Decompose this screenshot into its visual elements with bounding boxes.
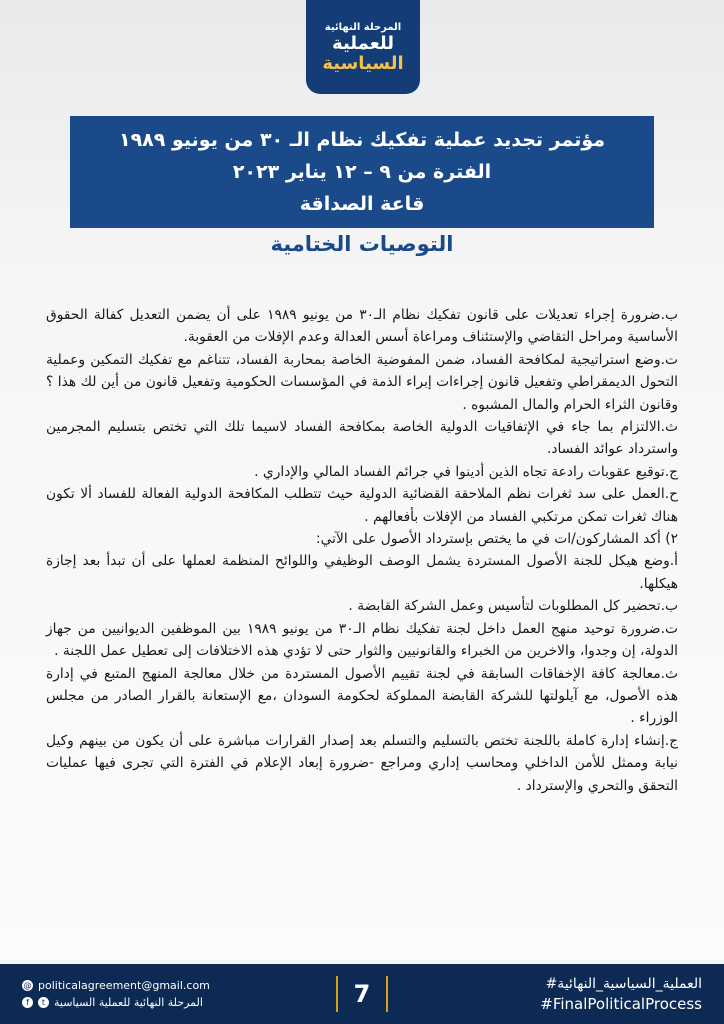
footer-email[interactable]: politicalagreement@gmail.com [38,979,210,992]
paragraph: ت.وضع استراتيجية لمكافحة الفساد، ضمن المفوضية الخاصة بمحاربة الفساد، تتناغم مع تفكيك التمكين وعملية التحول الديمقراطي وتفعيل قانون إجراءات إبراء الذمة في المؤسسات الحكومية وتفعيل قانون من أين لك هذا ؟ وقانون الثراء الحرام والمال المشبوه . [46,351,678,413]
conference-dates: الفترة من ٩ – ١٢ يناير ٢٠٢٣ [232,161,492,183]
paragraph: ت.ضرورة توحيد منهج العمل داخل لجنة تفكيك نظام الـ٣٠ من يونيو ١٩٨٩ بين الموظفين الديوانيين من جهاز الدولة، إن وجدوا، والاخرين من الخبراء والقانونيين والثوار حتى لا تؤدي هذه الاختلافات إلى تعطيل عمل اللجنة . [46,620,678,660]
conference-title-box [70,116,654,228]
twitter-icon[interactable]: t [38,997,49,1008]
page-number: 7 [336,976,388,1012]
paragraph: ث.الالتزام بما جاء في الإتفاقيات الدولية الخاصة بمكافحة الفساد لاسيما تلك التي تختص بتسليم المجرمين واسترداد عوائد الفساد. [46,419,678,458]
footer-org-name: المرحلة النهائية للعملية السياسية [54,996,203,1009]
facebook-icon[interactable]: f [22,997,33,1008]
paragraph: ب.تحضير كل المطلوبات لتأسيس وعمل الشركة القابضة . [348,598,678,615]
conference-title: مؤتمر تجديد عملية تفكيك نظام الـ ٣٠ من يونيو ١٩٨٩ [118,129,606,151]
paragraph: أ.وضع هيكل للجنة الأصول المستردة يشمل الوصف الوظيفي واللوائح المنظمة لعملها على أن تبدأ بعد إجازة هيكلها. [46,553,678,592]
recommendations-body [46,304,678,797]
logo-line-1: المرحلة النهائية [324,21,402,33]
paragraph: ح.العمل على سد ثغرات نظم الملاحقة القضائية الدولية حيث تتطلب المكافحة الدولية الفعالة للفساد ألا تكون هناك ثغرات تمكن مرتكبي الفساد من الإفلات بأفعالهم . [46,486,678,525]
paragraph: ب.ضرورة إجراء تعديلات على قانون تفكيك نظام الـ٣٠ من يونيو ١٩٨٩ على أن يضمن التعديل كفالة الحقوق الأساسية ومراحل التقاضي والإستئناف ومراعاة أسس العدالة وعدم الإفلات من العقوبة. [46,307,678,346]
logo [306,0,420,94]
email-icon: @ [23,981,32,990]
logo-line-2: للعملية [332,32,394,54]
hashtag-arabic: #العملية_السياسية_النهائية [545,976,702,992]
paragraph: ث.معالجة كافة الإخفاقات السابقة في لجنة تقييم الأصول المستردة من خلال معالجة المنهج المتبع في إدارة هذه الأصول، مع آيلولتها للشركة القابضة المملوكة لحكومة السودان ،مع الإستعانة بالقرار الصادر من مجلس الوزراء . [46,665,678,727]
footer [0,964,724,1024]
paragraph: ج.إنشاء إدارة كاملة باللجنة تختص بالتسليم والتسلم بعد إصدار القرارات مباشرة على أن يكون من بينهم وكيل نيابة وممثل للأمن الداخلي ومحاسب إداري ومراجع -ضرورة إبعاد الإعلام في الفترة التي تجرى فيها عمليات التحقق والتحري والإسترداد . [46,732,678,794]
hashtag-english: #FinalPoliticalProcess [540,995,702,1013]
footer-hashtags [540,974,702,1014]
paragraph: ج.توقيع عقوبات رادعة تجاه الذين أدينوا في جرائم الفساد المالي والإداري . [254,463,678,480]
conference-venue: قاعة الصداقة [299,193,425,215]
footer-contact [22,977,210,1011]
section-title: التوصيات الختامية [270,232,454,256]
paragraph: ٢) أكد المشاركون/ات في ما يختص بإسترداد الأصول على الآتي: [316,531,678,548]
logo-line-3: السياسية [322,52,404,74]
